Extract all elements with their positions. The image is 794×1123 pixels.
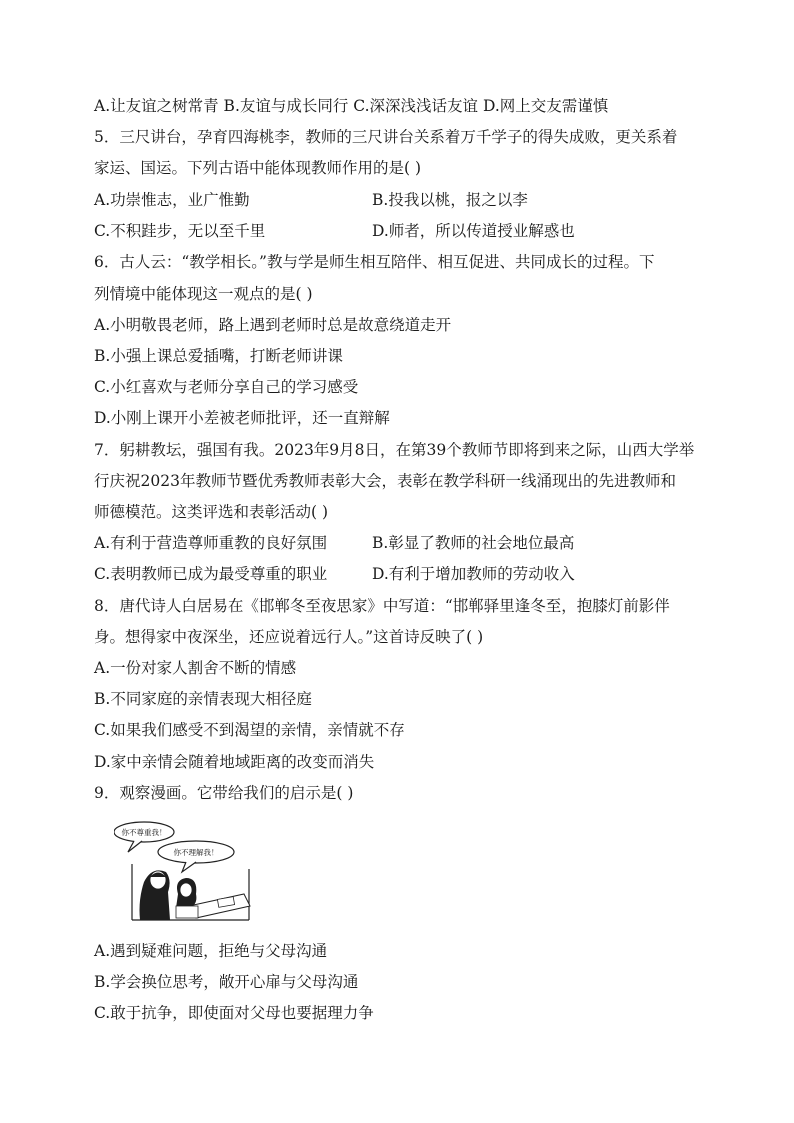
q7-option-c: C.表明教师已成为最受尊重的职业 bbox=[94, 565, 328, 583]
q8-option-a: A.一份对家人割舍不断的情感 bbox=[94, 659, 297, 677]
q9-option-c: C.敢于抗争，即使面对父母也要据理力争 bbox=[94, 1004, 374, 1022]
q5-option-a: A.功崇惟志，业广惟勤 bbox=[94, 191, 250, 209]
q9-option-b: B.学会换位思考，敞开心扉与父母沟通 bbox=[94, 973, 359, 991]
q8-option-d: D.家中亲情会随着地域距离的改变而消失 bbox=[94, 753, 375, 771]
q5-stem-line2: 家运、国运。下列古语中能体现教师作用的是( ) bbox=[94, 159, 422, 177]
q5-stem-line1: 5．三尺讲台，孕育四海桃李，教师的三尺讲台关系着万千学子的得失成败，更关系着 bbox=[94, 128, 678, 146]
q8-option-b: B.不同家庭的亲情表现大相径庭 bbox=[94, 690, 312, 708]
q5-option-d: D.师者，所以传道授业解惑也 bbox=[372, 222, 575, 240]
q5-option-b: B.投我以桃，报之以李 bbox=[372, 191, 528, 209]
q5-option-c: C.不积跬步，无以至千里 bbox=[94, 222, 266, 240]
q6-option-b: B.小强上课总爱插嘴，打断老师讲课 bbox=[94, 347, 343, 365]
q7-option-b: B.彰显了教师的社会地位最高 bbox=[372, 534, 575, 552]
q6-option-a: A.小明敬畏老师，路上遇到老师时总是故意绕道走开 bbox=[94, 316, 452, 334]
q9-stem: 9．观察漫画。它带给我们的启示是( ) bbox=[94, 784, 354, 802]
q7-stem-line3: 师德模范。这类评选和表彰活动( ) bbox=[94, 503, 329, 521]
q7-option-a: A.有利于营造尊师重教的良好氛围 bbox=[94, 534, 328, 552]
q7-stem-line1: 7．躬耕教坛，强国有我。2023年9月8日，在第39个教师节即将到来之际，山西大学举 bbox=[94, 441, 695, 459]
q8-stem-line2: 身。想得家中夜深坐，还应说着远行人。”这首诗反映了( ) bbox=[94, 628, 484, 646]
q9-option-a: A.遇到疑难问题，拒绝与父母沟通 bbox=[94, 942, 328, 960]
cartoon-image bbox=[114, 814, 254, 924]
q6-stem-line2: 列情境中能体现这一观点的是( ) bbox=[94, 285, 313, 303]
bubble2-text: 你不理解我！ bbox=[173, 848, 219, 857]
q8-stem-line1: 8．唐代诗人白居易在《邯郸冬至夜思家》中写道：“邯郸驿里逢冬至，抱膝灯前影伴 bbox=[94, 597, 670, 615]
q6-option-d: D.小刚上课开小差被老师批评，还一直辩解 bbox=[94, 409, 390, 427]
q7-stem-line2: 行庆祝2023年教师节暨优秀教师表彰大会，表彰在教学科研一线涌现出的先进教师和 bbox=[94, 472, 676, 490]
q7-option-d: D.有利于增加教师的劳动收入 bbox=[372, 565, 575, 583]
bubble1-text: 你不尊重我！ bbox=[121, 828, 167, 837]
q6-option-c: C.小红喜欢与老师分享自己的学习感受 bbox=[94, 378, 359, 396]
q6-stem-line1: 6．古人云：“教学相长。”教与学是师生相互陪伴、相互促进、共同成长的过程。下 bbox=[94, 253, 655, 271]
q8-option-c: C.如果我们感受不到渴望的亲情，亲情就不存 bbox=[94, 721, 405, 739]
q4-options: A.让友谊之树常青 B.友谊与成长同行 C.深深浅浅话友谊 D.网上交友需谨慎 bbox=[94, 97, 609, 115]
